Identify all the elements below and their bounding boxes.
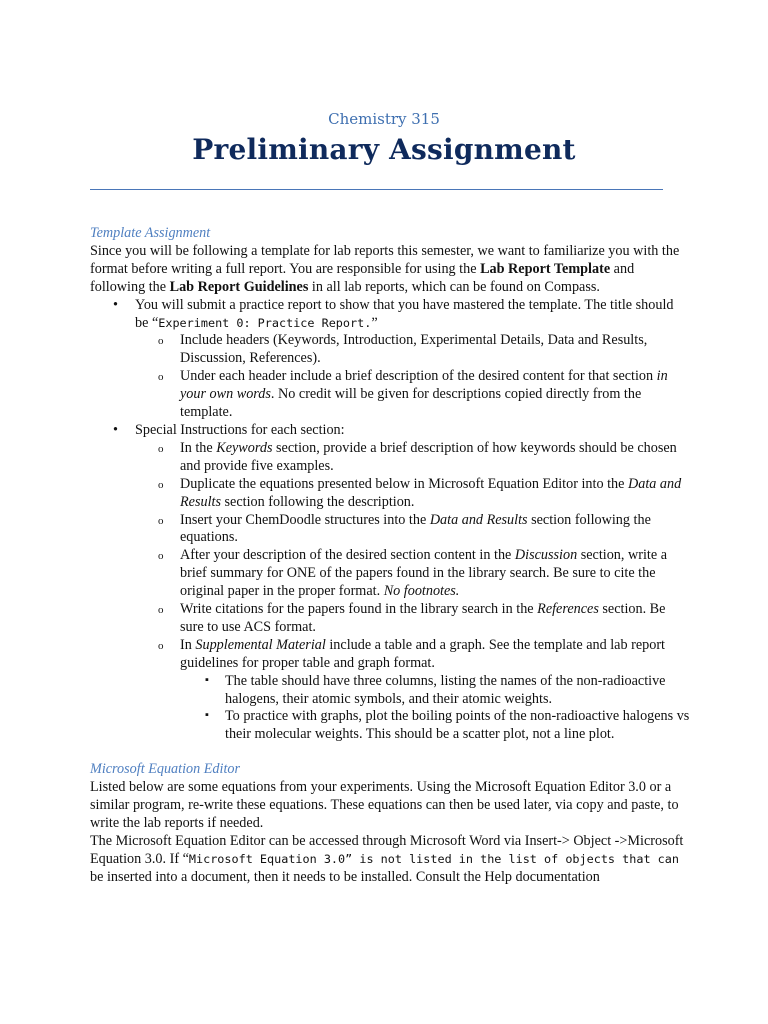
headers-text: Include headers (Keywords, Introduction, Experimental Details, Data and Results, Discussion, References). bbox=[180, 332, 648, 367]
document-body bbox=[90, 225, 690, 887]
equation-editor-text-2: be inserted into a document, then it needs to be installed. Consult the Help documentation bbox=[90, 868, 600, 885]
circle-marker: o bbox=[158, 514, 164, 527]
chemdoodle-text-1: Insert your ChemDoodle structures into the bbox=[180, 511, 430, 528]
discussion-text-1: After your description of the desired section content in the bbox=[180, 547, 515, 564]
graph-instruction-text: To practice with graphs, plot the boiling points of the non-radioactive halogens vs their molecular weights. This should be a scatter plot, not a line plot. bbox=[225, 708, 690, 743]
intro-text-2: and following the bbox=[90, 260, 635, 295]
equation-editor-paragraph-1: Listed below are some equations from your experiments. Using the Microsoft Equation Editor 3.0 or a similar program, re-write these equations. These equations can then be used later, via copy and paste, to write the lab reports if needed. bbox=[90, 779, 679, 831]
bullet-marker: • bbox=[113, 421, 118, 438]
course-name: Chemistry 315 bbox=[328, 110, 440, 128]
lab-report-guidelines-term: Lab Report Guidelines bbox=[169, 278, 309, 295]
data-and-results-emphasis: Data and Results bbox=[180, 475, 682, 510]
list-item-practice-report bbox=[90, 297, 690, 422]
supplemental-sublist bbox=[180, 673, 690, 745]
page-title: Preliminary Assignment bbox=[192, 133, 576, 166]
equations-text-2: section following the description. bbox=[220, 493, 415, 510]
equation-editor-mono-text: Microsoft Equation 3.0” is not listed in the list of objects that can bbox=[188, 851, 679, 866]
discussion-text-2: section, write a brief summary for ONE of the papers found in the library search. Be sure to cite the original paper in the proper format. bbox=[180, 547, 667, 600]
equation-editor-paragraph-2 bbox=[90, 833, 690, 887]
keywords-text-2: section, provide a brief description of how keywords should be chosen and provide five examples. bbox=[180, 439, 677, 474]
list-item-graph bbox=[180, 708, 690, 744]
table-instruction-text: The table should have three columns, listing the names of the non-radioactive halogens, their atomic symbols, and their atomic weights. bbox=[225, 672, 666, 707]
header-description-text-2: . No credit will be given for descriptions copied directly from the template. bbox=[180, 386, 642, 421]
special-instructions-text: Special Instructions for each section: bbox=[135, 421, 345, 438]
circle-marker: o bbox=[158, 478, 164, 491]
references-text-1: Write citations for the papers found in the library search in the bbox=[180, 601, 538, 618]
practice-report-text: You will submit a practice report to show that you have mastered the template. The title should be “ bbox=[135, 296, 674, 331]
supplemental-text-1: In bbox=[180, 636, 196, 653]
intro-paragraph bbox=[90, 243, 690, 297]
equation-editor-text-1: The Microsoft Equation Editor can be accessed through Microsoft Word via Insert-> Object ->Microsoft Equation 3.0. If “ bbox=[90, 832, 684, 867]
list-item-chemdoodle bbox=[135, 512, 690, 548]
keywords-text-1: In the bbox=[180, 439, 217, 456]
square-marker: ▪ bbox=[205, 709, 209, 722]
chemdoodle-text-2: section following the equations. bbox=[180, 511, 651, 546]
references-emphasis: References bbox=[537, 601, 599, 618]
bullet-marker: • bbox=[113, 296, 118, 313]
references-text-2: section. Be sure to use ACS format. bbox=[180, 601, 666, 635]
supplemental-material-emphasis: Supplemental Material bbox=[195, 636, 326, 653]
data-and-results-emphasis-2: Data and Results bbox=[429, 511, 528, 528]
list-item-special-instructions bbox=[90, 422, 690, 744]
intro-text-1: Since you will be following a template for lab reports this semester, we want to familiarize you with the format before writing a full report. You are responsible for using the bbox=[90, 242, 680, 277]
list-item-keywords bbox=[135, 440, 690, 476]
list-item-table bbox=[180, 673, 690, 709]
circle-marker: o bbox=[158, 371, 164, 384]
circle-marker: o bbox=[158, 442, 164, 455]
instruction-list bbox=[90, 297, 690, 745]
practice-report-close-quote: ” bbox=[371, 314, 378, 331]
practice-report-title: Experiment 0: Practice Report. bbox=[158, 315, 372, 330]
circle-marker: o bbox=[158, 335, 164, 348]
square-marker: ▪ bbox=[205, 673, 209, 686]
equations-text-1: Duplicate the equations presented below in Microsoft Equation Editor into the bbox=[180, 475, 628, 492]
circle-marker: o bbox=[158, 639, 164, 652]
supplemental-text-2: include a table and a graph. See the template and lab report guidelines for proper table and graph format. bbox=[180, 636, 665, 671]
discussion-emphasis: Discussion bbox=[514, 547, 578, 564]
special-instructions-sublist bbox=[135, 440, 690, 744]
intro-text-3: in all lab reports, which can be found on Compass. bbox=[308, 278, 600, 295]
lab-report-template-term: Lab Report Template bbox=[480, 260, 611, 277]
list-item-discussion bbox=[135, 547, 690, 601]
list-item-references bbox=[135, 601, 690, 637]
list-item-header-description bbox=[135, 368, 690, 422]
no-footnotes-emphasis: No footnotes. bbox=[383, 583, 460, 600]
title-divider bbox=[90, 189, 663, 190]
circle-marker: o bbox=[158, 604, 164, 617]
keywords-emphasis: Keywords bbox=[216, 439, 273, 456]
section-heading-template-assignment: Template Assignment bbox=[90, 225, 211, 241]
practice-report-sublist bbox=[135, 332, 690, 422]
list-item-headers bbox=[135, 332, 690, 368]
in-your-own-words-emphasis: in your own words bbox=[180, 368, 668, 403]
section-spacer bbox=[90, 744, 690, 761]
list-item-equations bbox=[135, 476, 690, 512]
section-heading-equation-editor: Microsoft Equation Editor bbox=[90, 761, 241, 778]
circle-marker: o bbox=[158, 550, 164, 563]
list-item-supplemental bbox=[135, 637, 690, 744]
header-description-text-1: Under each header include a brief description of the desired content for that section bbox=[180, 368, 657, 385]
